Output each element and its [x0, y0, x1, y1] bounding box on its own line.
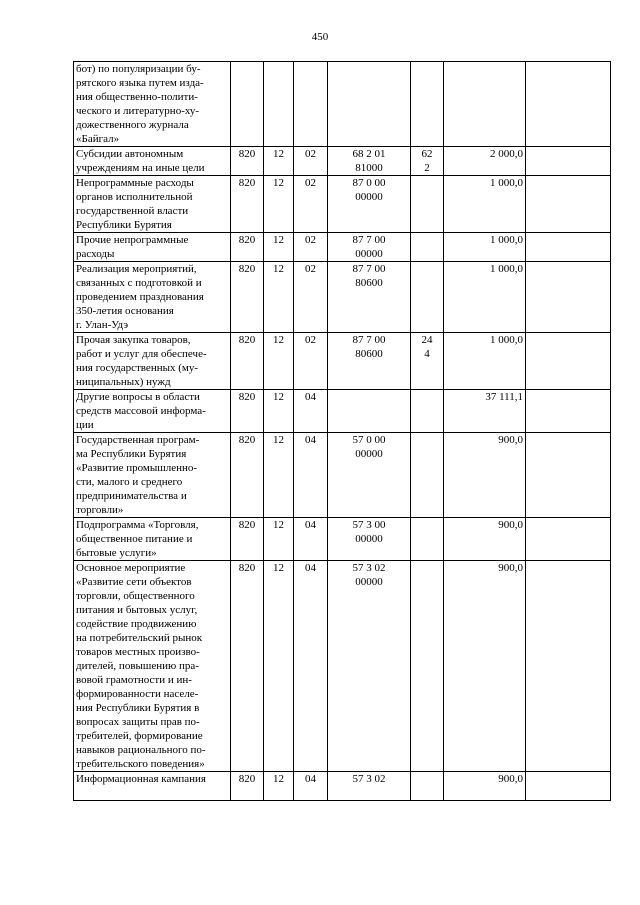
row-csr-line: [330, 390, 408, 404]
row-extra-line: [528, 147, 608, 161]
row-vr-line: [413, 176, 441, 190]
row-ved: [231, 147, 264, 176]
row-vr: [411, 390, 444, 433]
row-name: [74, 561, 231, 772]
row-name-line: проведением празднования: [76, 291, 204, 303]
row-sum: [444, 772, 526, 801]
row-name-line: формированности населе-: [76, 688, 199, 700]
row-vr-line: [413, 233, 441, 247]
row-ved: [231, 772, 264, 801]
row-vr: [411, 561, 444, 772]
row-name-line: средств массовой информа-: [76, 405, 206, 417]
row-name-line: 350-летия основания: [76, 305, 174, 317]
row-rz: [264, 233, 294, 262]
row-vr-line: [413, 247, 441, 261]
row-rz-line: 12: [273, 177, 284, 189]
row-name-line: государственной власти: [76, 205, 189, 217]
row-sum-line: 900,0: [498, 434, 523, 446]
row-vr: [411, 433, 444, 518]
row-ved: [231, 333, 264, 390]
row-name: [74, 333, 231, 390]
row-name-line: на потребительский рынок: [76, 632, 203, 644]
row-csr-line: 57 0 00: [352, 434, 386, 446]
row-vr-line: [413, 76, 441, 90]
row-pr: [294, 262, 328, 333]
budget-table: [73, 61, 611, 801]
row-name-line: содействие продвижению: [76, 618, 197, 630]
row-csr-line: [330, 786, 408, 800]
row-rz-line: 12: [273, 391, 284, 403]
row-name-line: органов исполнительной: [76, 191, 193, 203]
row-name-line: ния государственных (му-: [76, 362, 199, 374]
row-rz-line: 12: [273, 334, 284, 346]
row-name-line: Прочая закупка товаров,: [76, 334, 191, 346]
table-body: [74, 62, 611, 801]
row-vr: [411, 262, 444, 333]
row-pr-line: 04: [305, 562, 316, 574]
row-csr: [328, 518, 411, 561]
row-csr-line: 00000: [355, 248, 383, 260]
row-rz-line: 12: [273, 519, 284, 531]
row-csr: [328, 233, 411, 262]
row-pr-line: [296, 62, 325, 76]
row-vr-line: [413, 447, 441, 461]
row-csr: [328, 333, 411, 390]
row-csr-line: 81000: [355, 162, 383, 174]
row-sum-line: 900,0: [498, 773, 523, 785]
row-rz: [264, 262, 294, 333]
row-ved: [231, 62, 264, 147]
row-rz: [264, 62, 294, 147]
row-pr: [294, 176, 328, 233]
row-csr-line: 57 3 02: [352, 773, 386, 785]
row-extra: [526, 561, 611, 772]
row-extra: [526, 262, 611, 333]
row-name: [74, 233, 231, 262]
row-ved-line: 820: [238, 148, 256, 160]
row-rz-line: 12: [273, 434, 284, 446]
row-vr-line: [413, 532, 441, 546]
row-sum: [444, 390, 526, 433]
row-vr: [411, 518, 444, 561]
row-name-line: расходы: [76, 248, 115, 260]
row-name-line: учреждениям на иные цели: [76, 162, 205, 174]
row-name: [74, 147, 231, 176]
row-vr-line: [413, 276, 441, 290]
row-name-line: Основное мероприятие: [76, 562, 186, 574]
row-name: [74, 62, 231, 147]
row-sum: [444, 561, 526, 772]
row-name-line: ния Республики Бурятия в: [76, 702, 200, 714]
row-csr-line: 87 7 00: [352, 234, 386, 246]
row-rz-line: 12: [273, 773, 284, 785]
row-pr-line: 04: [305, 773, 316, 785]
row-pr: [294, 233, 328, 262]
row-vr-line: [413, 390, 441, 404]
row-sum: [444, 147, 526, 176]
row-extra: [526, 62, 611, 147]
row-extra: [526, 333, 611, 390]
row-ved-line: 820: [238, 773, 256, 785]
row-name: [74, 433, 231, 518]
row-name: [74, 390, 231, 433]
row-csr-line: [330, 62, 408, 76]
row-name-line: Подпрограмма «Торговля,: [76, 519, 199, 531]
row-pr: [294, 518, 328, 561]
row-sum-line: [446, 62, 523, 76]
row-rz: [264, 147, 294, 176]
row-name-line: Информационная кампания: [76, 773, 206, 785]
row-vr-line: [413, 561, 441, 575]
row-csr-line: 57 3 02: [352, 562, 386, 574]
table-row: [74, 176, 611, 233]
row-csr: [328, 772, 411, 801]
row-vr: [411, 772, 444, 801]
row-csr: [328, 62, 411, 147]
row-name-line: товаров местных произво-: [76, 646, 200, 658]
row-rz-line: [266, 62, 291, 76]
row-csr-line: 87 7 00: [352, 334, 386, 346]
row-rz: [264, 390, 294, 433]
row-pr: [294, 390, 328, 433]
row-extra-line: [528, 433, 608, 447]
row-name-line: связанных с подготовкой и: [76, 277, 202, 289]
row-csr: [328, 390, 411, 433]
row-vr: [411, 62, 444, 147]
row-csr: [328, 433, 411, 518]
row-rz-line: 12: [273, 234, 284, 246]
table-row: [74, 772, 611, 801]
row-csr-line: 87 7 00: [352, 263, 386, 275]
row-name-line: Субсидии автономным: [76, 148, 184, 160]
row-vr: [411, 147, 444, 176]
row-name-line: «Развитие промышленно-: [76, 462, 198, 474]
row-extra: [526, 147, 611, 176]
row-csr-line: 00000: [355, 448, 383, 460]
row-name: [74, 518, 231, 561]
row-ved: [231, 176, 264, 233]
row-name-line: рятского языка путем изда-: [76, 77, 204, 89]
row-name-line: ма Республики Бурятия: [76, 448, 187, 460]
row-extra: [526, 772, 611, 801]
row-pr-line: 02: [305, 177, 316, 189]
row-rz: [264, 333, 294, 390]
row-name: [74, 772, 231, 801]
row-pr: [294, 147, 328, 176]
row-name: [74, 176, 231, 233]
row-name: [74, 262, 231, 333]
row-extra: [526, 390, 611, 433]
row-pr: [294, 433, 328, 518]
row-vr: [411, 333, 444, 390]
row-vr-line: [413, 262, 441, 276]
row-rz: [264, 176, 294, 233]
row-name-line: ния общественно-полити-: [76, 91, 198, 103]
row-rz-line: 12: [273, 562, 284, 574]
row-name-line: бот) по популяризации бу-: [76, 63, 201, 75]
row-vr-line: [413, 404, 441, 418]
table-row: [74, 262, 611, 333]
row-extra: [526, 176, 611, 233]
page-number: 450: [311, 31, 329, 43]
row-extra-line: [528, 233, 608, 247]
row-extra: [526, 233, 611, 262]
row-csr: [328, 176, 411, 233]
row-name-line: торговли»: [76, 504, 124, 516]
table-row: [74, 333, 611, 390]
table-row: [74, 62, 611, 147]
row-vr-line: 24: [421, 334, 433, 346]
row-pr-line: 04: [305, 519, 316, 531]
row-vr-line: [413, 62, 441, 76]
row-csr-line: 87 0 00: [352, 177, 386, 189]
row-name-line: Прочие непрограммные: [76, 234, 189, 246]
row-name-line: бытовые услуги»: [76, 547, 157, 559]
row-name-line: требительского поведения»: [76, 758, 205, 770]
table-row: [74, 561, 611, 772]
row-name-line: питания и бытовых услуг,: [76, 604, 198, 616]
row-vr-line: [413, 786, 441, 800]
row-name-line: сти, малого и среднего: [76, 476, 183, 488]
row-name-line: предпринимательства и: [76, 490, 187, 502]
row-name-line: Непрограммные расходы: [76, 177, 194, 189]
row-ved: [231, 433, 264, 518]
row-sum: [444, 433, 526, 518]
row-vr-line: [413, 518, 441, 532]
row-name-line: вопросах защиты прав по-: [76, 716, 200, 728]
row-name-line: ции: [76, 419, 94, 431]
row-ved: [231, 561, 264, 772]
row-extra-line: [528, 262, 608, 276]
row-rz: [264, 433, 294, 518]
row-csr-line: 80600: [355, 348, 383, 360]
row-name-line: ниципальных) нужд: [76, 376, 171, 388]
row-extra: [526, 433, 611, 518]
row-ved-line: 820: [238, 234, 256, 246]
row-extra-line: [528, 390, 608, 404]
row-pr: [294, 62, 328, 147]
row-name-line: Другие вопросы в области: [76, 391, 200, 403]
row-vr-line: [413, 190, 441, 204]
row-vr-line: [413, 575, 441, 589]
row-sum: [444, 176, 526, 233]
row-ved-line: 820: [238, 519, 256, 531]
row-sum-line: 900,0: [498, 519, 523, 531]
row-name-line: «Байгал»: [76, 133, 120, 145]
row-pr-line: 04: [305, 434, 316, 446]
row-ved-line: 820: [238, 562, 256, 574]
row-csr: [328, 262, 411, 333]
row-pr: [294, 772, 328, 801]
row-extra-line: [528, 561, 608, 575]
row-vr-line: 2: [424, 162, 430, 174]
row-csr-line: 57 3 00: [352, 519, 386, 531]
row-csr: [328, 147, 411, 176]
row-csr-line: 68 2 01: [352, 148, 386, 160]
row-csr-line: [330, 404, 408, 418]
row-pr: [294, 333, 328, 390]
row-pr-line: 02: [305, 148, 316, 160]
row-name-line: требителей, формирование: [76, 730, 203, 742]
row-vr-line: [413, 433, 441, 447]
table-row: [74, 433, 611, 518]
row-ved: [231, 233, 264, 262]
row-sum-line: 1 000,0: [490, 263, 523, 275]
row-pr-line: 02: [305, 234, 316, 246]
row-ved-line: 820: [238, 391, 256, 403]
table-row: [74, 390, 611, 433]
row-sum: [444, 233, 526, 262]
row-vr: [411, 233, 444, 262]
row-rz-line: 12: [273, 148, 284, 160]
row-ved: [231, 390, 264, 433]
row-name-line: ческого и литературно-ху-: [76, 105, 200, 117]
row-ved-line: 820: [238, 263, 256, 275]
row-sum: [444, 62, 526, 147]
row-ved-line: 820: [238, 434, 256, 446]
row-name-line: Реализация мероприятий,: [76, 263, 197, 275]
row-extra-line: [528, 518, 608, 532]
row-ved-line: 820: [238, 177, 256, 189]
row-sum: [444, 262, 526, 333]
row-pr-line: 02: [305, 263, 316, 275]
table-row: [74, 518, 611, 561]
row-sum-line: 1 000,0: [490, 177, 523, 189]
row-name-line: г. Улан-Удэ: [76, 319, 129, 331]
row-extra: [526, 518, 611, 561]
row-name-line: «Развитие сети объектов: [76, 576, 192, 588]
row-rz: [264, 561, 294, 772]
row-sum: [444, 333, 526, 390]
row-rz: [264, 518, 294, 561]
table-row: [74, 147, 611, 176]
row-name-line: навыков рационального по-: [76, 744, 206, 756]
row-name-line: дителей, повышению пра-: [76, 660, 199, 672]
row-csr-line: 00000: [355, 576, 383, 588]
row-extra-line: [528, 772, 608, 786]
row-name-line: Республики Бурятия: [76, 219, 172, 231]
row-ved: [231, 518, 264, 561]
row-name-line: торговли, общественного: [76, 590, 195, 602]
row-csr: [328, 561, 411, 772]
row-pr: [294, 561, 328, 772]
row-name-line: работ и услуг для обеспече-: [76, 348, 207, 360]
row-sum-line: 37 111,1: [485, 391, 523, 403]
row-ved-line: [233, 62, 261, 76]
row-csr-line: 00000: [355, 191, 383, 203]
row-extra-line: [528, 62, 608, 76]
row-ved-line: 820: [238, 334, 256, 346]
row-sum-line: 1 000,0: [490, 334, 523, 346]
row-vr-line: [413, 772, 441, 786]
row-pr-line: 04: [305, 391, 316, 403]
row-rz: [264, 772, 294, 801]
row-rz-line: 12: [273, 263, 284, 275]
row-sum-line: 900,0: [498, 562, 523, 574]
row-extra-line: [528, 333, 608, 347]
row-csr-line: 80600: [355, 277, 383, 289]
row-csr-line: 00000: [355, 533, 383, 545]
row-vr: [411, 176, 444, 233]
row-sum-line: 2 000,0: [490, 148, 523, 160]
row-extra-line: [528, 176, 608, 190]
table-row: [74, 233, 611, 262]
row-vr-line: 4: [424, 348, 430, 360]
row-name-line: дожественного журнала: [76, 119, 189, 131]
row-vr-line: 62: [421, 148, 433, 160]
row-pr-line: 02: [305, 334, 316, 346]
row-name-line: общественное питание и: [76, 533, 193, 545]
row-sum-line: 1 000,0: [490, 234, 523, 246]
row-csr-line: [330, 76, 408, 90]
row-name-line: Государственная програм-: [76, 434, 200, 446]
row-sum: [444, 518, 526, 561]
row-ved: [231, 262, 264, 333]
row-name-line: вовой грамотности и ин-: [76, 674, 192, 686]
